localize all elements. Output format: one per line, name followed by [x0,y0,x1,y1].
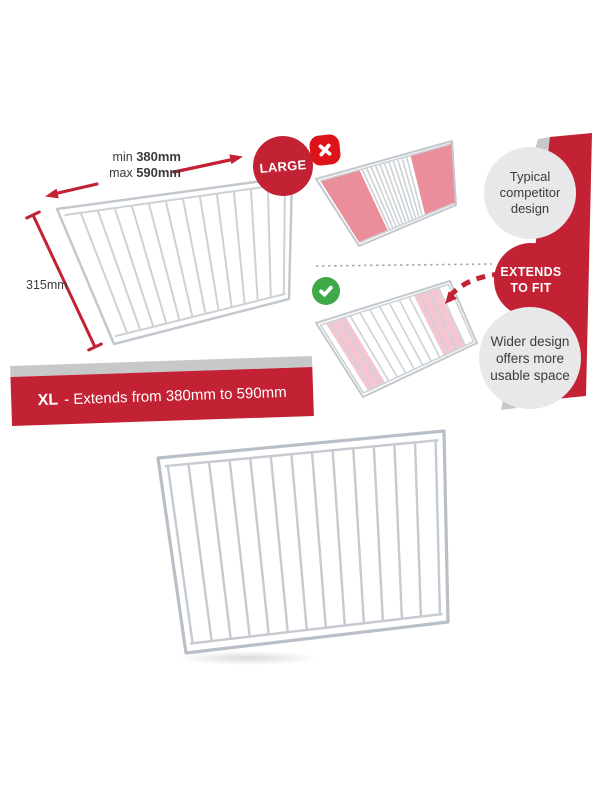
min-prefix: min [112,150,133,164]
check-badge [312,277,340,305]
min-width-label [93,149,181,165]
width-dimension-label [93,149,181,181]
competitor-caption-circle [484,147,576,239]
extends-to-fit-badge [494,243,568,317]
xl-banner [10,356,314,426]
our-caption: Wider design offers more usable space [490,333,570,383]
max-prefix: max [109,166,133,180]
depth-dimension-label: 315mm [26,278,68,292]
banner-text-band [10,367,313,426]
cross-badge [309,134,342,167]
competitor-caption: Typical competitor design [499,169,561,216]
separator-dotted-line [316,264,492,266]
max-value: 590mm [136,165,181,180]
large-badge-label: LARGE [258,156,308,176]
main-rack-illustration [57,177,292,344]
product-photo-rack [158,431,448,653]
our-caption-circle [479,307,581,409]
banner-description: - Extends from 380mm to 590mm [63,383,287,409]
max-width-label [93,165,181,181]
check-icon [317,282,335,300]
banner-highlight: XL [37,390,59,409]
extends-to-fit-label: EXTENDS TO FIT [500,265,562,295]
cross-icon [315,140,335,160]
min-value: 380mm [136,149,181,164]
